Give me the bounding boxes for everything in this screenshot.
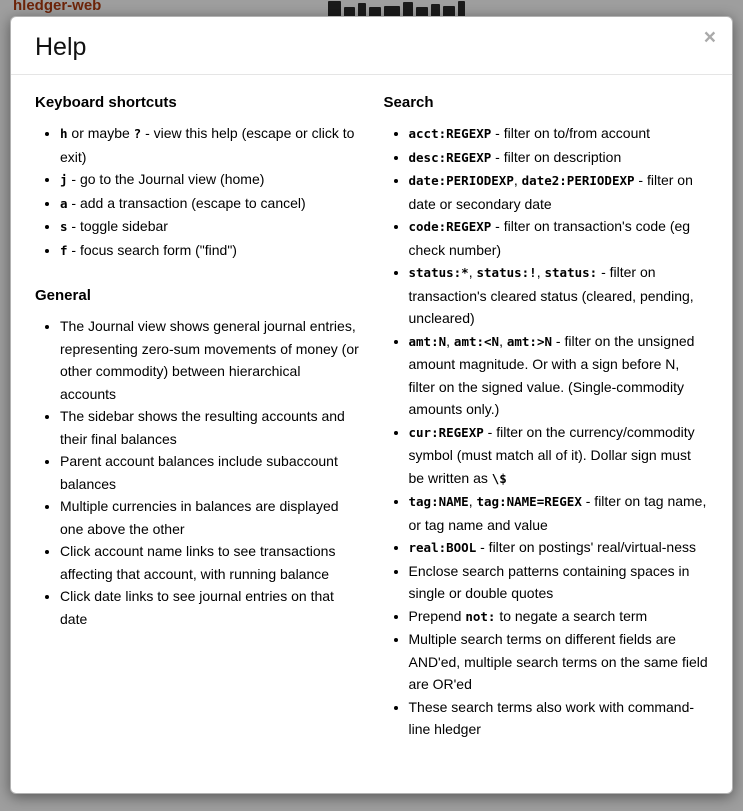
help-list-item — [60, 585, 360, 630]
hledger-web-brand-link[interactable]: hledger-web — [13, 0, 102, 14]
help-modal — [10, 16, 733, 794]
help-list-item — [409, 215, 709, 261]
inline-code: status:* — [408, 265, 469, 280]
inline-code: date:PERIODEXP — [408, 173, 514, 188]
inline-code: h — [60, 126, 68, 141]
inline-code: amt:<N — [453, 333, 500, 349]
keyboard-shortcuts-heading: Keyboard shortcuts — [35, 94, 177, 111]
inline-code: amt:>N — [506, 333, 553, 349]
text-segment: - filter on the unsigned amount magnitude. Or with a sign before N, filter on the signed value. (Single-commodity amounts only.) — [408, 332, 695, 417]
text-segment: - filter on the currency/commodity symbol (must match all of it). Dollar sign must be written as — [408, 423, 695, 486]
text-segment: - go to the Journal view (home) — [67, 171, 265, 187]
text-segment: The sidebar shows the resulting accounts and their final balances — [60, 408, 345, 447]
text-segment: Enclose search patterns containing spaces in single or double quotes — [408, 562, 690, 601]
help-list-item — [60, 192, 360, 216]
inline-code: \$ — [491, 470, 507, 486]
help-modal-header — [11, 17, 732, 75]
text-segment: , — [446, 332, 454, 349]
inline-code: code:REGEXP — [408, 219, 492, 234]
help-list-item — [409, 560, 709, 605]
text-segment: , — [536, 264, 545, 280]
right-column — [384, 93, 709, 747]
inline-code: j — [60, 172, 68, 187]
text-segment: - filter on date or secondary date — [408, 172, 693, 212]
keyboard-shortcuts-list — [35, 122, 360, 262]
text-segment: , — [468, 264, 477, 280]
help-list-item — [409, 490, 709, 536]
text-segment: - add a transaction (escape to cancel) — [67, 194, 306, 211]
text-segment: These search terms also work with command-line hledger — [408, 698, 695, 737]
help-list-item — [60, 215, 360, 239]
general-heading: General — [35, 287, 91, 304]
text-segment: - filter on tag name, or tag name and value — [408, 493, 707, 533]
help-list-item — [409, 536, 709, 560]
text-segment: Click date links to see journal entries on that date — [60, 588, 334, 627]
text-segment: - filter on to/from account — [491, 125, 651, 141]
help-modal-body — [11, 75, 732, 771]
text-segment: Click account name links to see transactions affecting that account, with running balance — [60, 543, 336, 582]
text-segment: - filter on transaction's code (eg check number) — [408, 218, 691, 258]
inline-code: f — [60, 242, 68, 258]
help-list-item — [60, 122, 360, 168]
text-segment: The Journal view shows general journal entries, representing zero-sum movements of money (or other commodity) between hierarchical accounts — [60, 318, 359, 402]
help-list-item — [60, 495, 360, 540]
text-segment: , — [513, 172, 522, 188]
inline-code: ? — [133, 126, 142, 141]
help-list-item — [60, 239, 360, 263]
close-icon[interactable]: × — [703, 26, 716, 49]
left-column — [35, 93, 360, 747]
help-list-item — [60, 405, 360, 450]
text-segment: Parent account balances include subaccount balances — [60, 453, 338, 492]
text-segment: , — [468, 493, 477, 509]
inline-code: date2:PERIODEXP — [521, 173, 635, 188]
search-heading: Search — [383, 94, 434, 111]
help-list-item — [409, 628, 709, 696]
inline-code: tag:NAME=REGEX — [476, 494, 582, 509]
help-list-item — [409, 605, 709, 629]
text-segment: - toggle sidebar — [67, 218, 168, 234]
text-segment: - filter on transaction's cleared status (cleared, pending, uncleared) — [408, 264, 694, 326]
text-segment: - view this help (escape or click to exit) — [60, 125, 355, 165]
inline-code: real:BOOL — [408, 540, 477, 555]
help-list-item — [409, 696, 709, 741]
inline-code: acct:REGEXP — [408, 126, 492, 141]
inline-code: not: — [465, 608, 496, 624]
help-list-item — [409, 122, 709, 146]
inline-code: status: — [544, 265, 598, 280]
text-segment: Multiple currencies in balances are displayed one above the other — [60, 498, 339, 537]
text-segment: Multiple search terms on different fields are AND'ed, multiple search terms on the same field are OR'ed — [408, 631, 708, 692]
inline-code: a — [60, 195, 68, 211]
help-list-item — [60, 168, 360, 192]
help-list-item — [409, 146, 709, 170]
inline-code: status:! — [476, 265, 537, 280]
inline-code: s — [60, 219, 68, 234]
help-list-item — [409, 330, 709, 421]
inline-code: cur:REGEXP — [408, 424, 484, 440]
help-list-item — [409, 169, 709, 215]
search-list — [384, 122, 709, 741]
inline-code: tag:NAME — [408, 494, 469, 509]
text-segment: , — [499, 332, 507, 349]
general-list — [35, 315, 360, 630]
text-segment: Prepend — [408, 607, 466, 624]
help-list-item — [409, 261, 709, 330]
help-modal-title: Help — [35, 33, 87, 61]
help-list-item — [409, 421, 709, 491]
text-segment: to negate a search term — [495, 607, 648, 624]
help-list-item — [60, 450, 360, 495]
text-segment: - focus search form ("find") — [67, 241, 237, 258]
inline-code: amt:N — [408, 333, 447, 349]
help-list-item — [60, 315, 360, 405]
text-segment: or maybe — [67, 125, 134, 141]
text-segment: - filter on description — [491, 148, 622, 165]
text-segment: - filter on postings' real/virtual-ness — [476, 539, 696, 555]
help-list-item — [60, 540, 360, 585]
inline-code: desc:REGEXP — [408, 149, 492, 165]
